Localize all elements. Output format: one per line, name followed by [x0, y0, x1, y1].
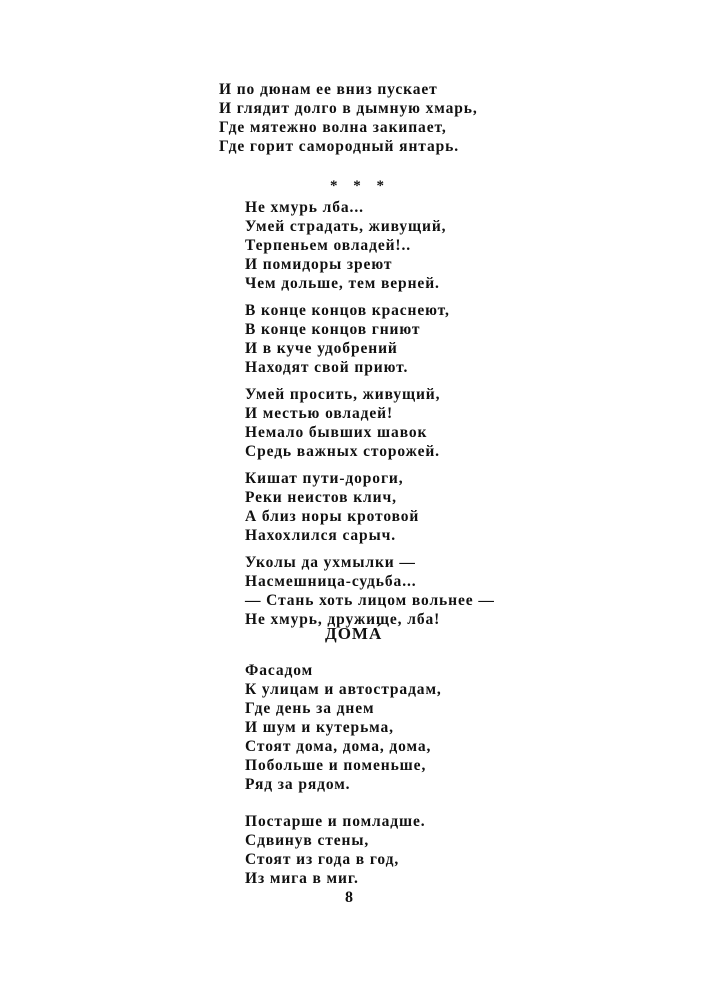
poem-line: Кишат пути-дороги,: [245, 470, 404, 487]
poem-line: И местью овладей!: [245, 405, 394, 422]
intro-stanza: [219, 80, 478, 156]
poem-line: В конце концов гниют: [245, 321, 421, 338]
poem-separator: * * *: [330, 178, 390, 194]
poem-line: Из мига в миг.: [245, 870, 359, 887]
poem-line: Не хмурь, дружище, лба!: [245, 611, 441, 628]
poem-line: И по дюнам ее вниз пускает: [219, 81, 438, 98]
stanza: [245, 812, 442, 888]
poem-line: Умей страдать, живущий,: [245, 218, 447, 235]
poem-title: ДОМА́: [325, 624, 383, 643]
poem-line: Стоят из года в год,: [245, 851, 400, 868]
stanza: [245, 301, 495, 377]
poem-line: Чем дольше, тем верней.: [245, 275, 440, 292]
poem-line: А близ норы кротовой: [245, 508, 420, 525]
poem-line: Где горит самородный янтарь.: [219, 138, 460, 155]
poem-line: К улицам и автострадам,: [245, 681, 442, 698]
poem-line: Терпеньем овладей!..: [245, 237, 412, 254]
stanza: [245, 469, 495, 545]
page-number: 8: [345, 889, 353, 906]
poem-line: Насмешница-судьба...: [245, 573, 417, 590]
poem-line: Не хмурь лба...: [245, 199, 364, 216]
stanza: [245, 553, 495, 629]
poem-line: Нахохлился сарыч.: [245, 527, 397, 544]
poem-untitled: [245, 198, 495, 629]
stanza: [245, 385, 495, 461]
poem-line: Реки неистов клич,: [245, 489, 397, 506]
poem-line: Где мятежно волна закипает,: [219, 119, 447, 136]
poem-line: И помидоры зреют: [245, 256, 393, 273]
poem-line: Ряд за рядом.: [245, 776, 351, 793]
stanza: [245, 198, 495, 293]
poem-line: И в куче удобрений: [245, 340, 398, 357]
poem-line: Сдвинув стены,: [245, 832, 370, 849]
poem-line: Немало бывших шавок: [245, 424, 428, 441]
poem-line: Где день за днем: [245, 700, 375, 717]
poem-line: Средь важных сторожей.: [245, 443, 440, 460]
poem-line: Уколы да ухмылки —: [245, 554, 416, 571]
poem-line: Находят свой приют.: [245, 359, 409, 376]
poem-line: Побольше и поменьше,: [245, 757, 427, 774]
poem-line: Постарше и помладше.: [245, 813, 426, 830]
poem-doma: [245, 661, 442, 888]
stanza: [245, 661, 442, 794]
poem-line: И шум и кутерьма,: [245, 719, 394, 736]
poem-line: Фасадом: [245, 662, 314, 679]
poem-line: — Стань хоть лицом вольнее —: [245, 592, 495, 609]
poem-line: Стоят дома, дома, дома,: [245, 738, 432, 755]
poem-line: Умей просить, живущий,: [245, 386, 441, 403]
poem-line: И глядит долго в дымную хмарь,: [219, 100, 478, 117]
poem-line: В конце концов краснеют,: [245, 302, 450, 319]
